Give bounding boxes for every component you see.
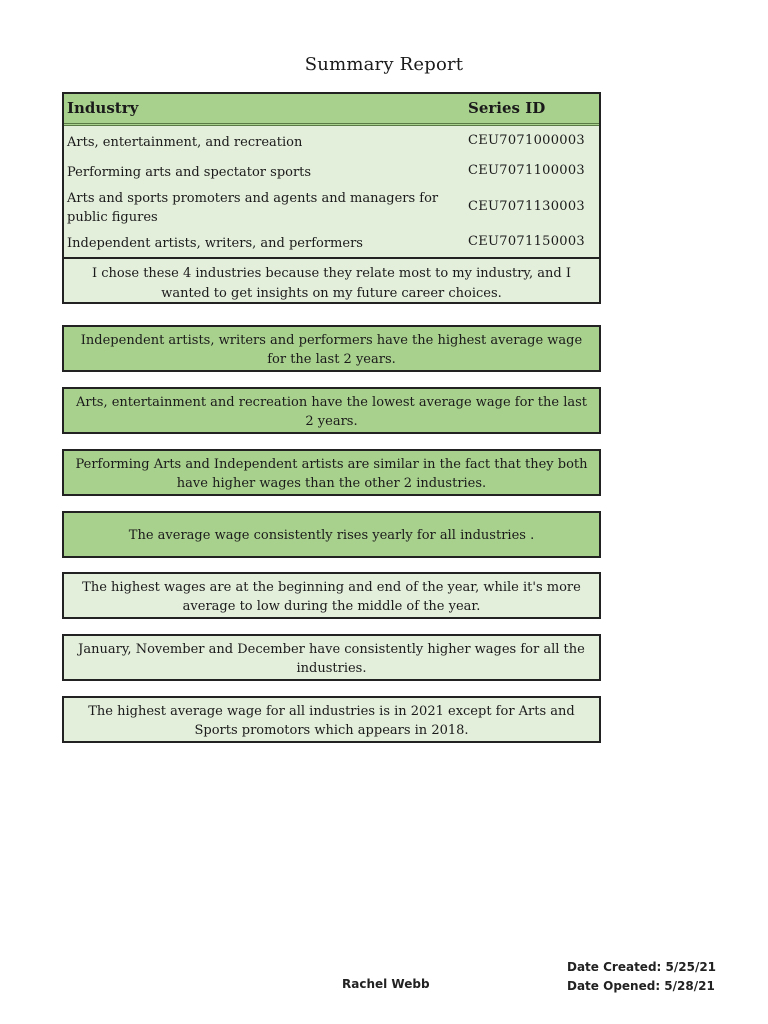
finding-box <box>62 449 601 496</box>
series-id-cell: CEU7071130003 <box>468 199 586 214</box>
table-row <box>64 160 599 188</box>
table-row <box>64 187 599 227</box>
finding-text: Independent artists, writers and performers have the highest average wage for the last 2 years. <box>80 332 583 367</box>
report-title: Summary Report <box>304 54 464 75</box>
series-id-cell: CEU7071000003 <box>468 133 586 148</box>
finding-text: Performing Arts and Independent artists are similar in the fact that they both have higher wages than the other 2 industries. <box>75 456 588 491</box>
finding-box <box>62 634 601 681</box>
finding-box <box>62 696 601 743</box>
industry-cell: Arts and sports promoters and agents and managers for public figures <box>67 191 439 225</box>
table-header-row <box>64 94 599 126</box>
finding-text: The highest average wage for all industries is in 2021 except for Arts and Sports promotors which appears in 2018. <box>88 703 575 738</box>
table-note: I chose these 4 industries because they relate most to my industry, and I wanted to get insights on my future career choices. <box>64 257 599 302</box>
industry-cell: Arts, entertainment, and recreation <box>67 135 303 150</box>
finding-box <box>62 387 601 434</box>
finding-text: January, November and December have consistently higher wages for all the industries. <box>78 641 585 676</box>
finding-text: The highest wages are at the beginning and end of the year, while it's more average to low during the middle of the year. <box>82 579 581 614</box>
series-id-cell: CEU7071150003 <box>468 234 586 249</box>
industry-table <box>62 92 601 304</box>
header-industry: Industry <box>67 99 139 117</box>
finding-text: The average wage consistently rises yearly for all industries . <box>128 528 535 544</box>
finding-text: Arts, entertainment and recreation have the lowest average wage for the last 2 years. <box>75 394 588 429</box>
table-row <box>64 232 599 258</box>
table-row <box>64 130 599 158</box>
author-name: Rachel Webb <box>342 977 430 991</box>
industry-cell: Performing arts and spectator sports <box>67 165 312 180</box>
finding-box <box>62 325 601 372</box>
series-id-cell: CEU7071100003 <box>468 163 586 178</box>
industry-cell: Independent artists, writers, and performers <box>67 236 363 251</box>
header-series-id: Series ID <box>468 99 546 117</box>
date-opened: Date Opened: 5/28/21 <box>567 979 715 993</box>
date-created: Date Created: 5/25/21 <box>567 960 717 974</box>
finding-box <box>62 572 601 619</box>
finding-box <box>62 511 601 558</box>
